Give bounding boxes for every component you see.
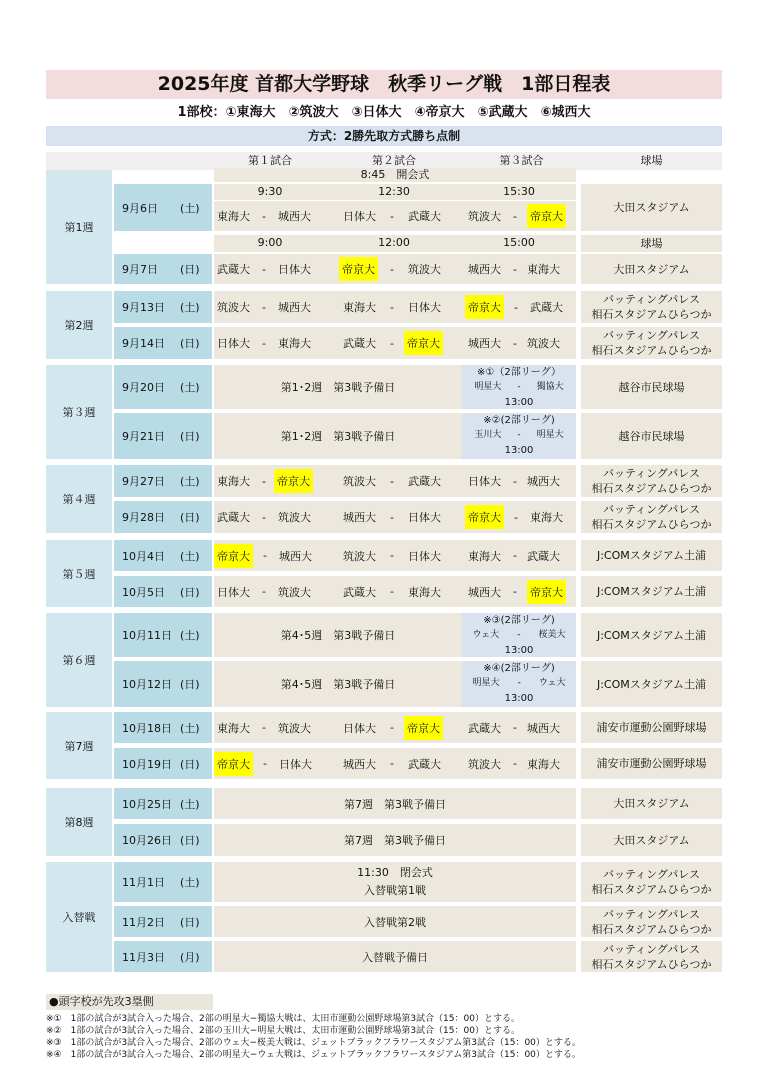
page-title: 2025年度 首都大学野球 秋季リーグ戦 1部日程表 <box>46 70 722 99</box>
venue-cell <box>581 941 722 972</box>
date-text: 10月11日 <box>122 629 172 642</box>
week-label: 第６週 <box>46 613 112 707</box>
date-text: 10月4日 <box>122 549 165 563</box>
vs-dash: - <box>390 549 394 562</box>
venue-cell: 大田スタジアム <box>581 184 722 231</box>
vs-dash: - <box>263 757 267 770</box>
home-team: 明星大 <box>472 678 500 688</box>
venue-line: バッティングパレス <box>603 293 700 306</box>
vs-dash: - <box>390 209 394 223</box>
venue-cell: J:COMスタジアム土浦 <box>581 540 722 571</box>
week-label: 第４週 <box>46 465 112 533</box>
away-team: 武蔵大 <box>529 301 563 314</box>
reserve-day: 第4･5週 第3戦予備日 <box>214 613 462 657</box>
home-team: 城西大 <box>468 585 501 599</box>
home-team: 帝京大 <box>214 752 253 776</box>
game-cell <box>326 540 462 571</box>
weekday: (日) <box>180 263 200 276</box>
weekday: (日) <box>180 511 200 524</box>
vs-dash: - <box>513 721 517 734</box>
away-team: 武蔵大 <box>407 757 441 771</box>
game-cell <box>214 540 326 571</box>
away-team: 桜美大 <box>538 630 566 640</box>
replacement-game: 入替戦予備日 <box>214 941 576 972</box>
away-team: 日体大 <box>407 549 441 563</box>
home-team: 筑波大 <box>468 210 501 223</box>
vs-dash: - <box>263 549 267 562</box>
home-team: 日体大 <box>217 337 250 350</box>
date-text: 11月2日 <box>122 915 165 929</box>
home-team: 帝京大 <box>465 505 504 529</box>
away-team: 明星大 <box>536 430 564 440</box>
vs-dash: - <box>513 209 517 223</box>
venue-line: 相石スタジアムひらつか <box>591 922 712 936</box>
home-team: 武蔵大 <box>343 585 376 599</box>
home-team: 城西大 <box>343 757 376 771</box>
home-team: 東海大 <box>217 210 250 223</box>
venue-cell: 大田スタジアム <box>581 254 722 284</box>
game-cell <box>462 576 576 607</box>
away-team: 東海大 <box>526 263 560 276</box>
home-team: 城西大 <box>343 511 376 524</box>
weekday: (日) <box>180 757 200 771</box>
date-cell <box>114 327 212 359</box>
home-team: 武蔵大 <box>217 263 250 276</box>
game-time: 15:00 <box>462 235 576 252</box>
replacement-game: 入替戦第2戦 <box>214 906 576 937</box>
date-text: 10月19日 <box>122 757 172 771</box>
away-team: 東海大 <box>277 337 311 350</box>
away-team: 帝京大 <box>527 204 566 228</box>
away-team: 武蔵大 <box>407 210 441 223</box>
away-team: ウェ大 <box>538 678 566 688</box>
game-cell <box>462 291 576 323</box>
footnote: ※④ 1部の試合が3試合入った場合、2部の明星大−ウェ大戦は、ジェットブラックフラワースタジアム第3試合（15：00）とする。 <box>46 1050 581 1060</box>
venue-cell <box>581 862 722 902</box>
closing-ceremony: 11:30 閉会式 <box>357 866 433 879</box>
game-time: 9:30 <box>214 184 326 200</box>
venue-line: バッティングパレス <box>603 907 700 921</box>
note-matchup <box>462 428 576 443</box>
week-label: 第2週 <box>46 291 112 359</box>
legend-note: ●頭字校が先攻3塁側 <box>46 994 213 1010</box>
home-team: 日体大 <box>468 475 501 488</box>
header-game2: 第２試合 <box>326 152 462 170</box>
weekday: (土) <box>180 629 200 642</box>
game-cell <box>462 465 576 497</box>
vs-dash: - <box>262 510 266 524</box>
reserve-day: 第4･5週 第3戦予備日 <box>214 661 462 707</box>
venue-cell: 越谷市民球場 <box>581 413 722 459</box>
home-team: 帝京大 <box>339 257 378 281</box>
note-heading: ※②(2部リーグ) <box>483 415 555 426</box>
vs-dash: - <box>517 430 521 440</box>
weekday: (日) <box>180 834 200 847</box>
venue-line: 相石スタジアムひらつか <box>591 883 712 896</box>
venue-cell: 大田スタジアム <box>581 788 722 819</box>
replacement-label: 入替戦第1戦 <box>364 884 426 897</box>
weekday: (日) <box>180 337 200 350</box>
weekday: (土) <box>180 876 200 889</box>
home-team: 城西大 <box>468 263 501 276</box>
away-team: 帝京大 <box>527 580 566 604</box>
home-team: 武蔵大 <box>468 721 501 735</box>
game-cell <box>326 465 462 497</box>
game-cell <box>462 748 576 779</box>
date-text: 10月26日 <box>122 834 172 847</box>
second-division-note <box>462 365 576 409</box>
game-cell <box>462 201 576 231</box>
venue-line: 相石スタジアムひらつか <box>591 957 712 971</box>
away-team: 筑波大 <box>407 263 441 276</box>
venue-line: バッティングパレス <box>603 329 700 342</box>
date-cell <box>114 748 212 779</box>
weekday: (土) <box>180 201 200 215</box>
venue-line: バッティングパレス <box>603 503 700 516</box>
note-heading: ※④(2部リーグ) <box>483 663 555 674</box>
away-team: 筑波大 <box>277 585 311 599</box>
venue-cell <box>581 501 722 533</box>
vs-dash: - <box>262 474 266 488</box>
game-cell <box>462 254 576 284</box>
home-team: 筑波大 <box>343 549 376 563</box>
vs-dash: - <box>513 757 517 770</box>
home-team: 東海大 <box>217 721 250 735</box>
venue-cell: J:COMスタジアム土浦 <box>581 576 722 607</box>
weekday: (土) <box>180 381 200 394</box>
date-cell <box>114 613 212 657</box>
date-cell <box>114 413 212 459</box>
game-time: 15:30 <box>462 184 576 200</box>
venue-line: 相石スタジアムひらつか <box>591 308 712 321</box>
week-label: 第５週 <box>46 540 112 607</box>
game-cell <box>462 501 576 533</box>
game-cell <box>214 748 326 779</box>
date-text: 9月20日 <box>122 381 165 394</box>
away-team: 獨協大 <box>536 382 564 392</box>
vs-dash: - <box>513 336 517 350</box>
venue-header: 球場 <box>581 235 722 252</box>
week-label: 第３週 <box>46 365 112 459</box>
reserve-day: 第7週 第3戦予備日 <box>214 788 576 819</box>
venue-line: 相石スタジアムひらつか <box>591 344 712 357</box>
game-cell <box>214 576 326 607</box>
week-label: 入替戦 <box>46 862 112 972</box>
reserve-day: 第1･2週 第3戦予備日 <box>214 365 462 409</box>
weekday: (土) <box>180 721 200 735</box>
vs-dash: - <box>390 300 394 314</box>
replacement-game <box>214 862 576 902</box>
game-cell <box>326 291 462 323</box>
venue-cell <box>581 291 722 323</box>
away-team: 日体大 <box>277 263 311 276</box>
vs-dash: - <box>514 300 518 314</box>
away-team: 筑波大 <box>277 721 311 735</box>
date-cell <box>114 576 212 607</box>
header-venue: 球場 <box>581 152 722 170</box>
week-label: 第7週 <box>46 712 112 779</box>
vs-dash: - <box>390 474 394 488</box>
game-cell <box>214 201 326 231</box>
vs-dash: - <box>390 585 394 598</box>
away-team: 帝京大 <box>404 331 443 355</box>
second-division-note <box>462 661 576 707</box>
home-team: 明星大 <box>474 382 502 392</box>
game-cell <box>326 748 462 779</box>
game-cell <box>214 254 326 284</box>
weekday: (日) <box>180 430 200 443</box>
weekday: (月) <box>180 950 200 964</box>
home-team: 日体大 <box>343 210 376 223</box>
vs-dash: - <box>513 474 517 488</box>
game-cell <box>214 501 326 533</box>
date-text: 9月21日 <box>122 430 165 443</box>
vs-dash: - <box>390 510 394 524</box>
away-team: 帝京大 <box>274 469 313 493</box>
game-cell <box>326 254 462 284</box>
away-team: 城西大 <box>277 301 311 314</box>
game-cell <box>214 327 326 359</box>
home-team: 筑波大 <box>468 757 501 771</box>
date-text: 11月3日 <box>122 950 165 964</box>
venue-cell <box>581 906 722 937</box>
weekday: (土) <box>180 797 200 811</box>
opening-ceremony: 8:45 開会式 <box>214 168 576 182</box>
second-division-note <box>462 413 576 459</box>
date-cell <box>114 661 212 707</box>
date-text: 10月12日 <box>122 678 172 691</box>
date-text: 10月5日 <box>122 585 165 599</box>
date-cell <box>114 465 212 497</box>
date-text: 11月1日 <box>122 876 165 889</box>
date-text: 9月27日 <box>122 475 165 488</box>
reserve-day: 第1･2週 第3戦予備日 <box>214 413 462 459</box>
weekday: (日) <box>180 915 200 929</box>
game-cell <box>214 291 326 323</box>
home-team: ウェ大 <box>472 630 500 640</box>
date-text: 9月7日 <box>122 263 158 276</box>
venue-cell: 浦安市運動公園野球場 <box>581 712 722 743</box>
date-text: 9月13日 <box>122 301 165 314</box>
home-team: 城西大 <box>468 337 501 350</box>
note-matchup <box>462 676 576 691</box>
date-text: 9月28日 <box>122 511 165 524</box>
format-banner: 方式：2勝先取方式勝ち点制 <box>46 126 722 146</box>
away-team: 城西大 <box>526 475 560 488</box>
note-heading: ※③(2部リーグ) <box>483 615 555 626</box>
home-team: 東海大 <box>468 549 501 563</box>
game-cell <box>326 576 462 607</box>
home-team: 武蔵大 <box>217 511 250 524</box>
game-cell <box>326 327 462 359</box>
date-cell <box>114 712 212 743</box>
venue-line: バッティングパレス <box>603 942 700 956</box>
member-schools: 1部校：①東海大 ②筑波大 ③日体大 ④帝京大 ⑤武蔵大 ⑥城西大 <box>177 105 591 120</box>
home-team: 筑波大 <box>343 475 376 488</box>
game-cell <box>326 712 462 743</box>
date-text: 9月6日 <box>122 201 158 215</box>
vs-dash: - <box>513 262 517 276</box>
date-cell <box>114 540 212 571</box>
date-cell <box>114 788 212 819</box>
note-heading: ※①（2部リーグ） <box>476 367 561 378</box>
home-team: 帝京大 <box>465 295 504 319</box>
venue-line: バッティングパレス <box>603 467 700 480</box>
away-team: 東海大 <box>407 585 441 599</box>
away-team: 日体大 <box>407 511 441 524</box>
note-time: 13:00 <box>504 645 534 656</box>
game-cell <box>462 327 576 359</box>
away-team: 城西大 <box>278 549 312 563</box>
reserve-day: 第7週 第3戦予備日 <box>214 824 576 856</box>
away-team: 筑波大 <box>526 337 560 350</box>
header-game1: 第１試合 <box>214 152 326 170</box>
game-cell <box>462 540 576 571</box>
game-cell <box>326 501 462 533</box>
vs-dash: - <box>262 300 266 314</box>
date-cell <box>114 501 212 533</box>
footnote: ※① 1部の試合が3試合入った場合、2部の明星大−獨協大戦は、太田市運動公園野球場第3試合（15：00）とする。 <box>46 1014 520 1024</box>
second-division-note <box>462 613 576 657</box>
away-team: 武蔵大 <box>407 475 441 488</box>
away-team: 日体大 <box>278 757 312 771</box>
vs-dash: - <box>514 510 518 524</box>
vs-dash: - <box>513 585 517 598</box>
date-text: 9月14日 <box>122 337 165 350</box>
vs-dash: - <box>517 382 521 392</box>
venue-cell: J:COMスタジアム土浦 <box>581 661 722 707</box>
home-team: 東海大 <box>343 301 376 314</box>
week-label: 第1週 <box>46 170 112 284</box>
venue-cell <box>581 465 722 497</box>
date-cell <box>114 291 212 323</box>
date-cell <box>114 824 212 856</box>
home-team: 帝京大 <box>214 544 253 568</box>
note-matchup <box>462 628 576 643</box>
game-cell <box>462 712 576 743</box>
date-cell <box>114 862 212 902</box>
note-time: 13:00 <box>504 397 534 408</box>
away-team: 帝京大 <box>404 716 443 740</box>
away-team: 武蔵大 <box>526 549 560 563</box>
game-cell <box>214 712 326 743</box>
weekday: (土) <box>180 475 200 488</box>
weekday: (日) <box>180 678 200 691</box>
home-team: 筑波大 <box>217 301 250 314</box>
venue-cell <box>581 327 722 359</box>
date-cell <box>114 906 212 937</box>
note-matchup <box>462 380 576 395</box>
venue-cell: 越谷市民球場 <box>581 365 722 409</box>
vs-dash: - <box>262 262 266 276</box>
weekday: (土) <box>180 549 200 563</box>
vs-dash: - <box>390 757 394 770</box>
footnote: ※② 1部の試合が3試合入った場合、2部の玉川大−明星大戦は、太田市運動公園野球場第3試合（15：00）とする。 <box>46 1026 520 1036</box>
home-team: 日体大 <box>217 585 250 599</box>
venue-line: 相石スタジアムひらつか <box>591 518 712 531</box>
week-label: 第8週 <box>46 788 112 856</box>
away-team: 筑波大 <box>277 511 311 524</box>
home-team: 日体大 <box>343 721 376 735</box>
game-time: 12:30 <box>326 184 462 200</box>
vs-dash: - <box>517 630 521 640</box>
home-team: 武蔵大 <box>343 337 376 350</box>
home-team: 東海大 <box>217 475 250 488</box>
date-cell <box>114 184 212 231</box>
note-time: 13:00 <box>504 693 534 704</box>
weekday: (日) <box>180 585 200 599</box>
venue-cell: 浦安市運動公園野球場 <box>581 748 722 779</box>
vs-dash: - <box>262 585 266 598</box>
venue-cell: 大田スタジアム <box>581 824 722 856</box>
game-cell <box>214 465 326 497</box>
home-team: 玉川大 <box>474 430 502 440</box>
date-cell <box>114 941 212 972</box>
game-time: 9:00 <box>214 235 326 252</box>
date-cell <box>114 365 212 409</box>
date-text: 10月18日 <box>122 721 172 735</box>
away-team: 東海大 <box>526 757 560 771</box>
away-team: 城西大 <box>277 210 311 223</box>
header-blank <box>46 152 214 170</box>
vs-dash: - <box>262 209 266 223</box>
header-game3: 第３試合 <box>462 152 581 170</box>
vs-dash: - <box>262 721 266 734</box>
vs-dash: - <box>513 549 517 562</box>
venue-line: 相石スタジアムひらつか <box>591 482 712 495</box>
vs-dash: - <box>390 336 394 350</box>
venue-line: バッティングパレス <box>603 868 700 881</box>
footnote: ※③ 1部の試合が3試合入った場合、2部のウェ大−桜美大戦は、ジェットブラックフラワースタジアム第3試合（15：00）とする。 <box>46 1038 581 1048</box>
away-team: 東海大 <box>529 511 563 524</box>
away-team: 日体大 <box>407 301 441 314</box>
date-text: 10月25日 <box>122 797 172 811</box>
vs-dash: - <box>262 336 266 350</box>
venue-cell: J:COMスタジアム土浦 <box>581 613 722 657</box>
vs-dash: - <box>390 262 394 276</box>
vs-dash: - <box>390 721 394 734</box>
game-time: 12:00 <box>326 235 462 252</box>
weekday: (土) <box>180 301 200 314</box>
date-cell <box>114 254 212 284</box>
note-time: 13:00 <box>504 445 534 456</box>
vs-dash: - <box>517 678 521 688</box>
game-cell <box>326 201 462 231</box>
away-team: 城西大 <box>526 721 560 735</box>
